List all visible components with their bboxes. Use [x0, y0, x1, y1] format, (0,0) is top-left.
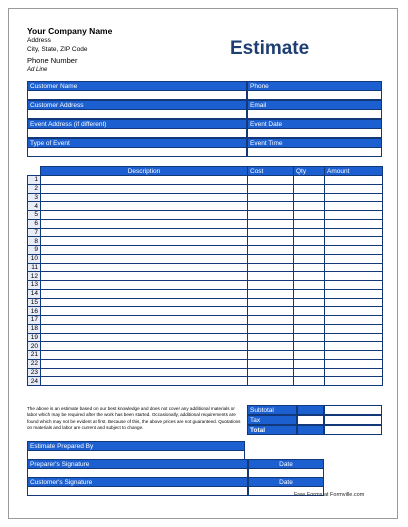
- tax-field[interactable]: [324, 415, 382, 425]
- phone-field[interactable]: [247, 91, 382, 100]
- row-number: 17: [28, 316, 41, 325]
- cost-cell[interactable]: [248, 324, 294, 333]
- amount-cell[interactable]: [325, 202, 383, 211]
- type-of-event-field[interactable]: [27, 148, 247, 157]
- row-number: 20: [28, 342, 41, 351]
- qty-cell[interactable]: [294, 289, 325, 298]
- description-cell[interactable]: [41, 342, 248, 351]
- table-row: [28, 351, 383, 360]
- description-cell[interactable]: [41, 184, 248, 193]
- qty-cell[interactable]: [294, 193, 325, 202]
- total-label: Total: [247, 425, 297, 435]
- items-table-header: [28, 167, 383, 176]
- table-row: [28, 342, 383, 351]
- cost-cell[interactable]: [248, 193, 294, 202]
- customer-name-label: Customer Name: [27, 81, 247, 91]
- description-cell[interactable]: [41, 351, 248, 360]
- cost-cell[interactable]: [248, 237, 294, 246]
- qty-cell[interactable]: [294, 359, 325, 368]
- customer-signature-field[interactable]: [27, 487, 248, 496]
- row-number: 7: [28, 228, 41, 237]
- qty-cell[interactable]: [294, 228, 325, 237]
- footer-credit: Free Forms at Formville.com: [294, 492, 365, 498]
- description-cell[interactable]: [41, 307, 248, 316]
- amount-cell[interactable]: [325, 176, 383, 185]
- row-number: 10: [28, 254, 41, 263]
- customer-address-label: Customer Address: [27, 100, 247, 110]
- amount-cell[interactable]: [325, 272, 383, 281]
- event-time-field[interactable]: [247, 148, 382, 157]
- qty-cell[interactable]: [294, 307, 325, 316]
- row-number: 6: [28, 219, 41, 228]
- description-cell[interactable]: [41, 176, 248, 185]
- row-number: 14: [28, 289, 41, 298]
- items-table: [27, 166, 383, 386]
- table-row: [28, 307, 383, 316]
- description-cell[interactable]: [41, 359, 248, 368]
- cost-cell[interactable]: [248, 246, 294, 255]
- description-cell[interactable]: [41, 211, 248, 220]
- description-cell[interactable]: [41, 333, 248, 342]
- description-cell[interactable]: [41, 246, 248, 255]
- table-row: [28, 359, 383, 368]
- cost-cell[interactable]: [248, 202, 294, 211]
- qty-cell[interactable]: [294, 184, 325, 193]
- cost-cell[interactable]: [248, 281, 294, 290]
- description-cell[interactable]: [41, 324, 248, 333]
- table-row: [28, 316, 383, 325]
- row-number: 12: [28, 272, 41, 281]
- row-number: 13: [28, 281, 41, 290]
- row-number: 24: [28, 377, 41, 386]
- subtotal-spacer: [297, 405, 324, 415]
- description-cell[interactable]: [41, 219, 248, 228]
- qty-cell[interactable]: [294, 219, 325, 228]
- cost-cell[interactable]: [248, 254, 294, 263]
- tax-rate-field[interactable]: [297, 415, 324, 425]
- qty-cell[interactable]: [294, 237, 325, 246]
- amount-cell[interactable]: [325, 307, 383, 316]
- description-cell[interactable]: [41, 316, 248, 325]
- qty-cell[interactable]: [294, 176, 325, 185]
- row-number: 4: [28, 202, 41, 211]
- amount-cell[interactable]: [325, 211, 383, 220]
- row-number: 23: [28, 368, 41, 377]
- table-row: [28, 254, 383, 263]
- qty-cell[interactable]: [294, 202, 325, 211]
- cost-cell[interactable]: [248, 211, 294, 220]
- phone-label: Phone: [247, 81, 382, 91]
- customer-date-label: Date: [248, 477, 324, 487]
- amount-cell[interactable]: [325, 298, 383, 307]
- customer-signature-label: Customer's Signature: [27, 477, 248, 487]
- table-row: [28, 368, 383, 377]
- cost-cell[interactable]: [248, 377, 294, 386]
- amount-cell[interactable]: [325, 184, 383, 193]
- total-field[interactable]: [324, 425, 382, 435]
- table-row: [28, 202, 383, 211]
- cost-cell[interactable]: [248, 228, 294, 237]
- cost-cell[interactable]: [248, 359, 294, 368]
- customer-name-field[interactable]: [27, 91, 247, 100]
- event-address-field[interactable]: [27, 129, 247, 138]
- table-row: [28, 246, 383, 255]
- cost-cell[interactable]: [248, 307, 294, 316]
- qty-cell[interactable]: [294, 368, 325, 377]
- amount-cell[interactable]: [325, 281, 383, 290]
- tax-label: Tax: [247, 415, 297, 425]
- preparer-signature-label: Preparer's Signature: [27, 459, 248, 469]
- cost-cell[interactable]: [248, 368, 294, 377]
- qty-cell[interactable]: [294, 298, 325, 307]
- table-row: [28, 176, 383, 185]
- table-row: [28, 219, 383, 228]
- amount-cell[interactable]: [325, 351, 383, 360]
- table-row: [28, 228, 383, 237]
- description-cell[interactable]: [41, 202, 248, 211]
- disclaimer-text: The above is an estimate based on our best knowledge and does not cover any additional materials or labor which may be required after the work has been started. Occasionally, additional requirements are found which may not be evident at first. Because of this, the above prices are not guaranteed. Quotations on materials and labor are current and subject to change.: [27, 406, 241, 430]
- description-cell[interactable]: [41, 289, 248, 298]
- table-row: [28, 298, 383, 307]
- items-table-body: [28, 176, 383, 386]
- qty-cell[interactable]: [294, 324, 325, 333]
- company-address: Address: [27, 37, 51, 44]
- cost-cell[interactable]: [248, 263, 294, 272]
- row-number: 1: [28, 176, 41, 185]
- amount-header: Amount: [325, 167, 383, 176]
- cost-cell[interactable]: [248, 176, 294, 185]
- description-cell[interactable]: [41, 193, 248, 202]
- row-number: 2: [28, 184, 41, 193]
- amount-cell[interactable]: [325, 368, 383, 377]
- event-address-label: Event Address (if different): [27, 119, 247, 129]
- row-number: 22: [28, 359, 41, 368]
- qty-cell[interactable]: [294, 342, 325, 351]
- prepared-by-label: Estimate Prepared By: [27, 441, 245, 451]
- cost-cell[interactable]: [248, 316, 294, 325]
- table-row: [28, 237, 383, 246]
- customer-address-field[interactable]: [27, 110, 247, 119]
- description-cell[interactable]: [41, 254, 248, 263]
- subtotal-label: Subtotal: [247, 405, 297, 415]
- row-number-header: [28, 167, 41, 176]
- cost-cell[interactable]: [248, 351, 294, 360]
- description-cell[interactable]: [41, 281, 248, 290]
- table-row: [28, 263, 383, 272]
- table-row: [28, 193, 383, 202]
- row-number: 21: [28, 351, 41, 360]
- page-title: Estimate: [230, 38, 310, 59]
- table-row: [28, 272, 383, 281]
- amount-cell[interactable]: [325, 324, 383, 333]
- amount-cell[interactable]: [325, 359, 383, 368]
- amount-cell[interactable]: [325, 377, 383, 386]
- amount-cell[interactable]: [325, 316, 383, 325]
- description-cell[interactable]: [41, 263, 248, 272]
- description-cell[interactable]: [41, 298, 248, 307]
- description-cell[interactable]: [41, 272, 248, 281]
- description-header: Description: [41, 167, 248, 176]
- row-number: 8: [28, 237, 41, 246]
- table-row: [28, 184, 383, 193]
- email-label: Email: [247, 100, 382, 110]
- event-time-label: Event Time: [247, 138, 382, 148]
- description-cell[interactable]: [41, 228, 248, 237]
- row-number: 19: [28, 333, 41, 342]
- qty-cell[interactable]: [294, 272, 325, 281]
- event-date-label: Event Date: [247, 119, 382, 129]
- preparer-date-label: Date: [248, 459, 324, 469]
- table-row: [28, 289, 383, 298]
- amount-cell[interactable]: [325, 237, 383, 246]
- row-number: 16: [28, 307, 41, 316]
- qty-cell[interactable]: [294, 351, 325, 360]
- qty-cell[interactable]: [294, 281, 325, 290]
- cost-header: Cost: [248, 167, 294, 176]
- table-row: [28, 211, 383, 220]
- qty-cell[interactable]: [294, 254, 325, 263]
- description-cell[interactable]: [41, 377, 248, 386]
- qty-header: Qty: [294, 167, 325, 176]
- amount-cell[interactable]: [325, 219, 383, 228]
- row-number: 11: [28, 263, 41, 272]
- type-of-event-label: Type of Event: [27, 138, 247, 148]
- cost-cell[interactable]: [248, 184, 294, 193]
- amount-cell[interactable]: [325, 263, 383, 272]
- company-name: Your Company Name: [27, 26, 113, 36]
- cost-cell[interactable]: [248, 333, 294, 342]
- company-city-state-zip: City, State, ZIP Code: [27, 46, 88, 53]
- amount-cell[interactable]: [325, 254, 383, 263]
- total-spacer: [297, 425, 324, 435]
- qty-cell[interactable]: [294, 316, 325, 325]
- qty-cell[interactable]: [294, 246, 325, 255]
- amount-cell[interactable]: [325, 246, 383, 255]
- qty-cell[interactable]: [294, 333, 325, 342]
- amount-cell[interactable]: [325, 342, 383, 351]
- row-number: 5: [28, 211, 41, 220]
- qty-cell[interactable]: [294, 263, 325, 272]
- ad-line: Ad Line: [27, 67, 48, 73]
- cost-cell[interactable]: [248, 289, 294, 298]
- description-cell[interactable]: [41, 237, 248, 246]
- row-number: 9: [28, 246, 41, 255]
- amount-cell[interactable]: [325, 193, 383, 202]
- cost-cell[interactable]: [248, 298, 294, 307]
- table-row: [28, 333, 383, 342]
- subtotal-field[interactable]: [324, 405, 382, 415]
- amount-cell[interactable]: [325, 228, 383, 237]
- cost-cell[interactable]: [248, 219, 294, 228]
- company-phone: Phone Number: [27, 56, 78, 65]
- table-row: [28, 377, 383, 386]
- row-number: 3: [28, 193, 41, 202]
- table-row: [28, 324, 383, 333]
- amount-cell[interactable]: [325, 289, 383, 298]
- qty-cell[interactable]: [294, 211, 325, 220]
- row-number: 18: [28, 324, 41, 333]
- row-number: 15: [28, 298, 41, 307]
- amount-cell[interactable]: [325, 333, 383, 342]
- qty-cell[interactable]: [294, 377, 325, 386]
- table-row: [28, 281, 383, 290]
- cost-cell[interactable]: [248, 272, 294, 281]
- description-cell[interactable]: [41, 368, 248, 377]
- event-date-field[interactable]: [247, 129, 382, 138]
- email-field[interactable]: [247, 110, 382, 119]
- cost-cell[interactable]: [248, 342, 294, 351]
